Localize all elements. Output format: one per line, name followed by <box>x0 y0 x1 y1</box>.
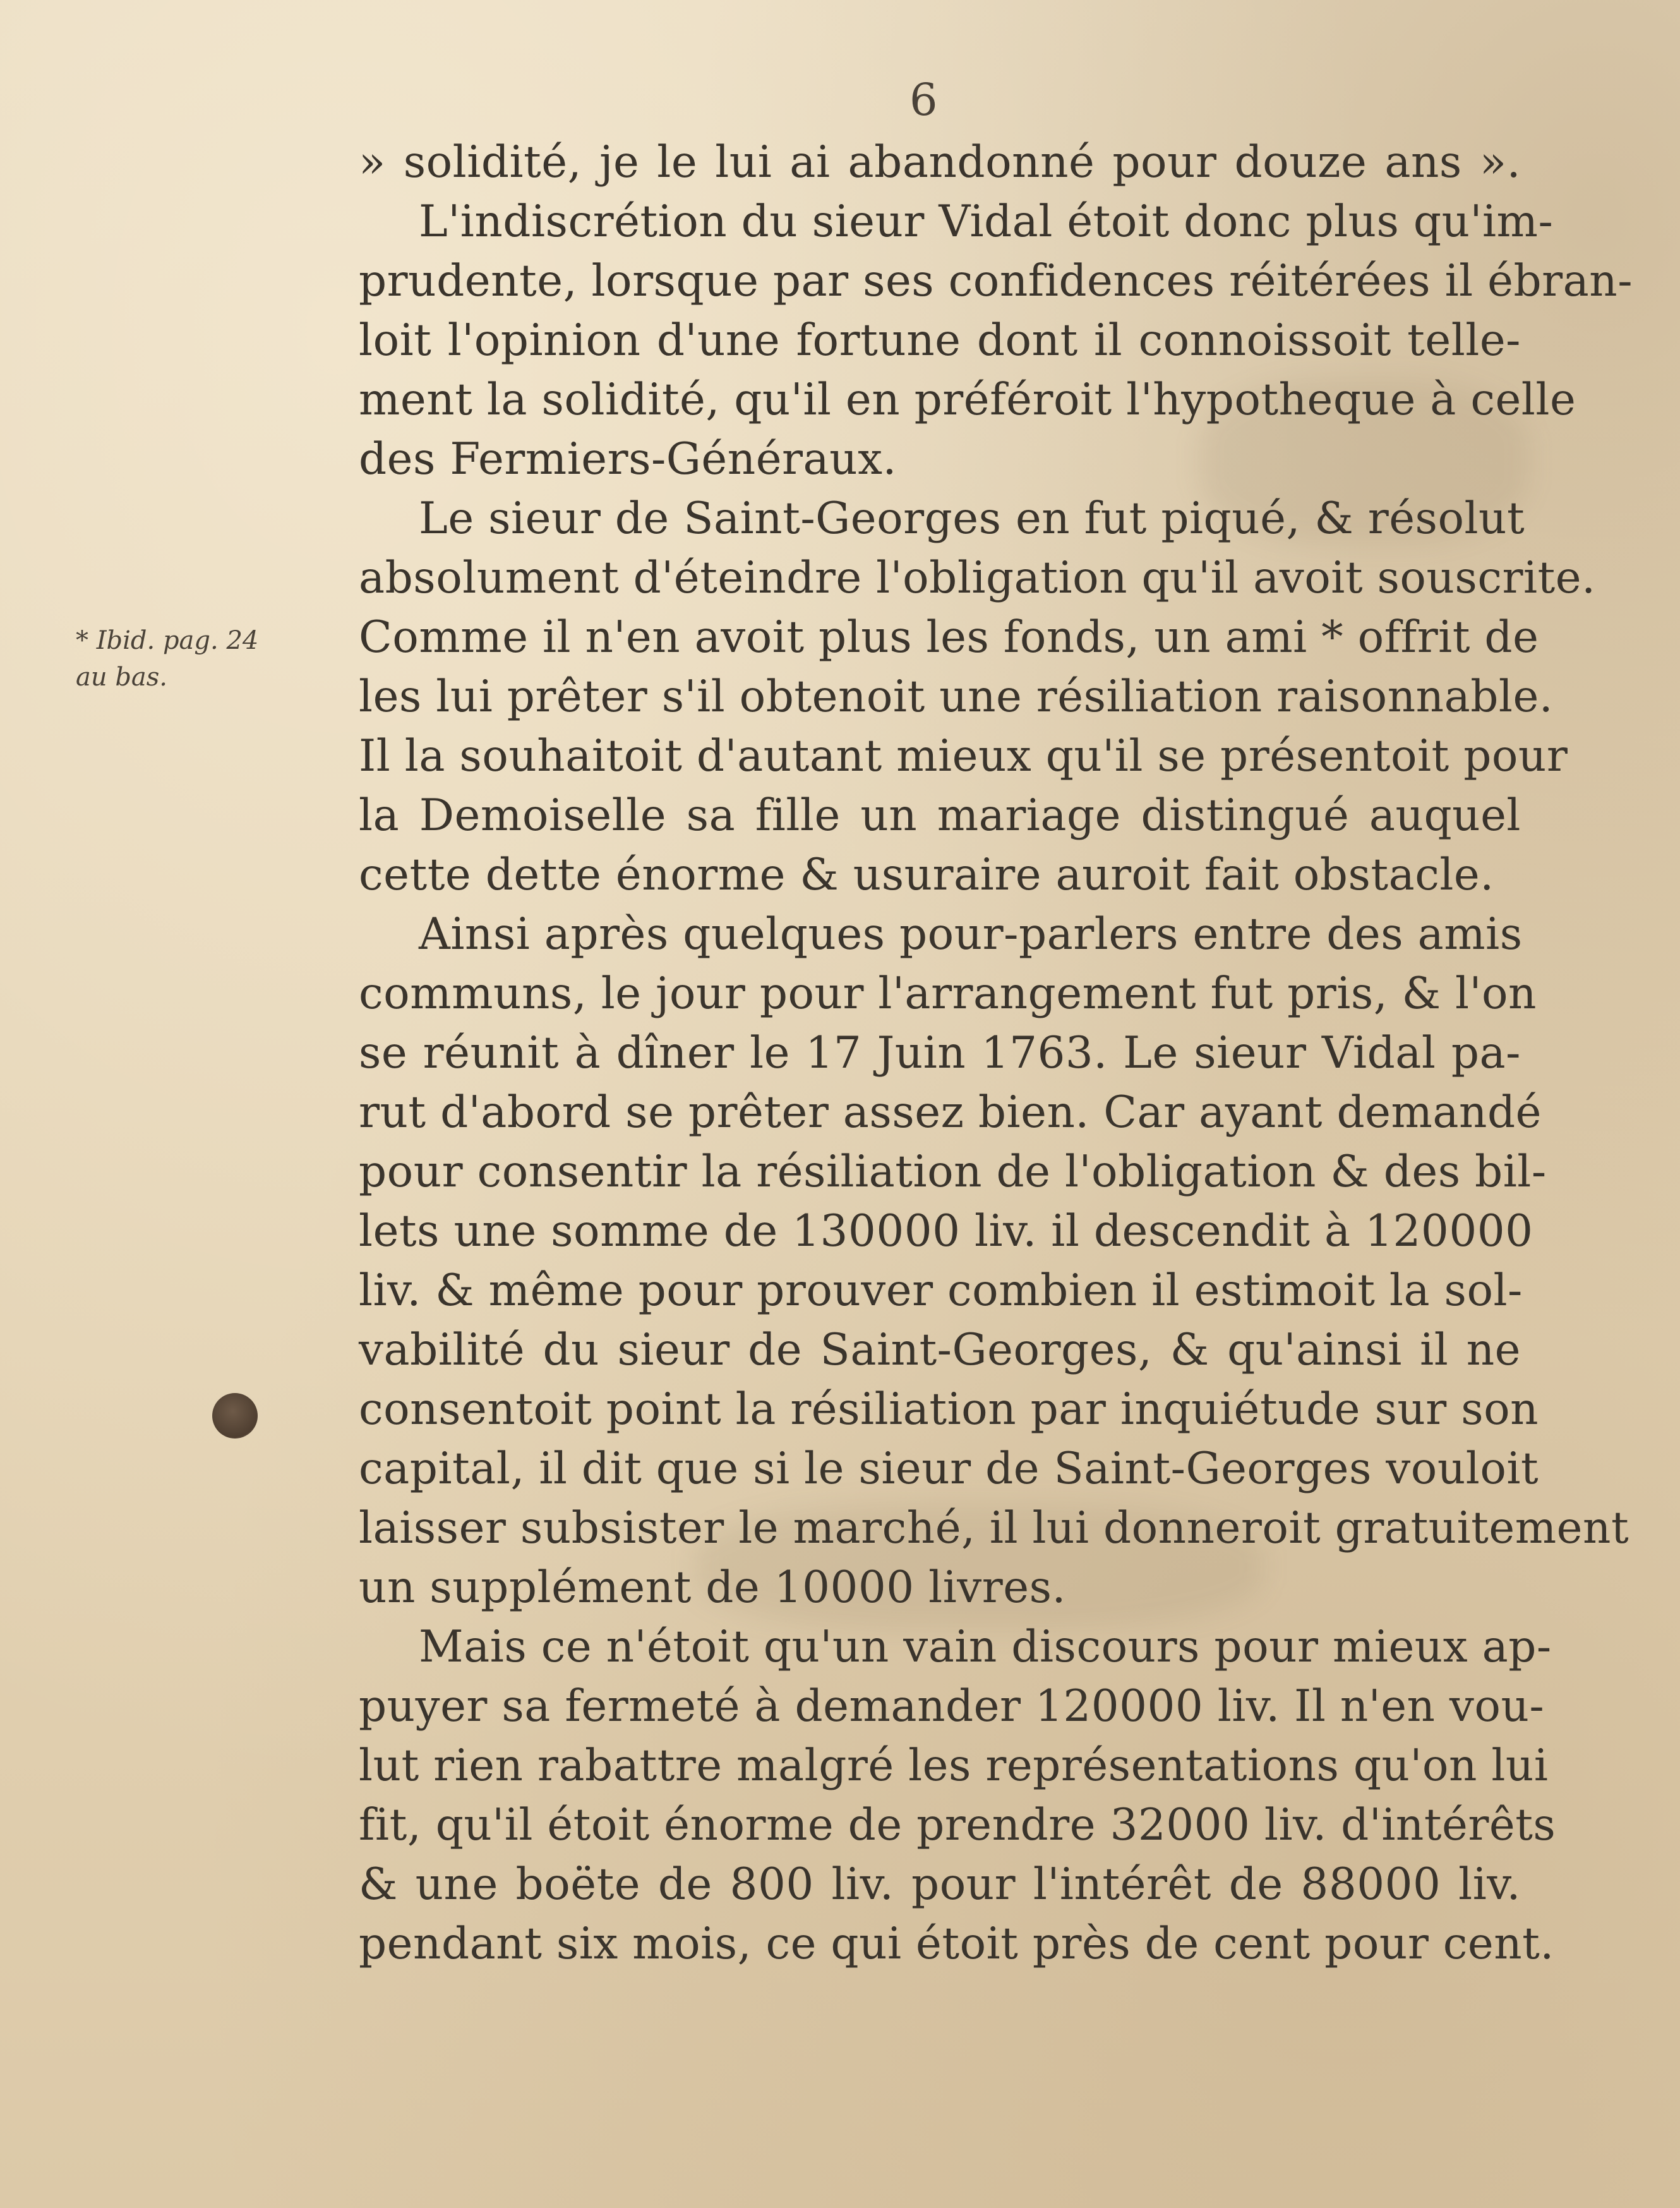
text-line: L'indiscrétion du sieur Vidal étoit donc plus qu'im- <box>419 196 1554 247</box>
text-line: cette dette énorme & usuraire auroit fait obstacle. <box>359 850 1494 900</box>
text-line: se réunit à dîner le 17 Juin 1763. Le sieur Vidal pa- <box>359 1028 1521 1078</box>
text-line: Ainsi après quelques pour-parlers entre des amis <box>419 909 1523 960</box>
text-line: un supplément de 10000 livres. <box>359 1562 1066 1613</box>
margin-note-line: au bas. <box>76 663 168 692</box>
text-line: » solidité, je le lui ai abandonné pour douze ans ». <box>359 137 1521 188</box>
margin-note-line: * Ibid. pag. 24 <box>76 626 259 655</box>
body-text <box>359 133 1633 1974</box>
text-line: Mais ce n'étoit qu'un vain discours pour mieux ap- <box>419 1622 1552 1672</box>
page-number: 6 <box>909 74 938 126</box>
text-line: consentoit point la résiliation par inquiétude sur son <box>359 1384 1539 1435</box>
paragraph <box>359 1617 1556 1974</box>
margin-note <box>76 622 341 696</box>
paragraph <box>359 905 1629 1617</box>
ink-blot <box>212 1393 258 1439</box>
text-line: communs, le jour pour l'arrangement fut pris, & l'on <box>359 968 1537 1019</box>
text-line: lets une somme de 130000 liv. il descendit à 120000 <box>359 1206 1533 1257</box>
text-line: pour consentir la résiliation de l'obligation & des bil- <box>359 1147 1547 1197</box>
text-line: Comme il n'en avoit plus les fonds, un ami * offrit de <box>359 612 1539 663</box>
text-line: laisser subsister le marché, il lui donneroit gratuitement <box>359 1503 1629 1553</box>
text-line: absolument d'éteindre l'obligation qu'il avoit souscrite. <box>359 553 1596 603</box>
text-line: Il la souhaitoit d'autant mieux qu'il se présentoit pour <box>359 731 1568 781</box>
text-line: des Fermiers-Généraux. <box>359 434 897 485</box>
text-line: rut d'abord se prêter assez bien. Car ayant demandé <box>359 1087 1542 1138</box>
paragraph <box>359 133 1633 489</box>
text-line: Le sieur de Saint-Georges en fut piqué, & résolut <box>419 493 1525 544</box>
text-line: & une boëte de 800 liv. pour l'intérêt de 88000 liv. <box>359 1859 1521 1910</box>
text-line: vabilité du sieur de Saint-Georges, & qu'ainsi il ne <box>359 1325 1521 1375</box>
text-line: capital, il dit que si le sieur de Saint-Georges vouloit <box>359 1444 1539 1494</box>
paragraph <box>359 489 1596 905</box>
text-line: pendant six mois, ce qui étoit près de cent pour cent. <box>359 1919 1554 1969</box>
text-line: la Demoiselle sa fille un mariage distingué auquel <box>359 790 1521 841</box>
text-line: les lui prêter s'il obtenoit une résiliation raisonnable. <box>359 672 1554 722</box>
text-line: loit l'opinion d'une fortune dont il connoissoit telle- <box>359 315 1521 366</box>
text-line: puyer sa fermeté à demander 120000 liv. Il n'en vou- <box>359 1681 1545 1732</box>
text-line: fit, qu'il étoit énorme de prendre 32000 liv. d'intérêts <box>359 1800 1556 1850</box>
text-line: prudente, lorsque par ses confidences réitérées il ébran- <box>359 256 1633 306</box>
text-line: ment la solidité, qu'il en préféroit l'hypotheque à celle <box>359 375 1576 425</box>
text-line: lut rien rabattre malgré les représentations qu'on lui <box>359 1740 1549 1791</box>
text-line: liv. & même pour prouver combien il estimoit la sol- <box>359 1265 1523 1316</box>
